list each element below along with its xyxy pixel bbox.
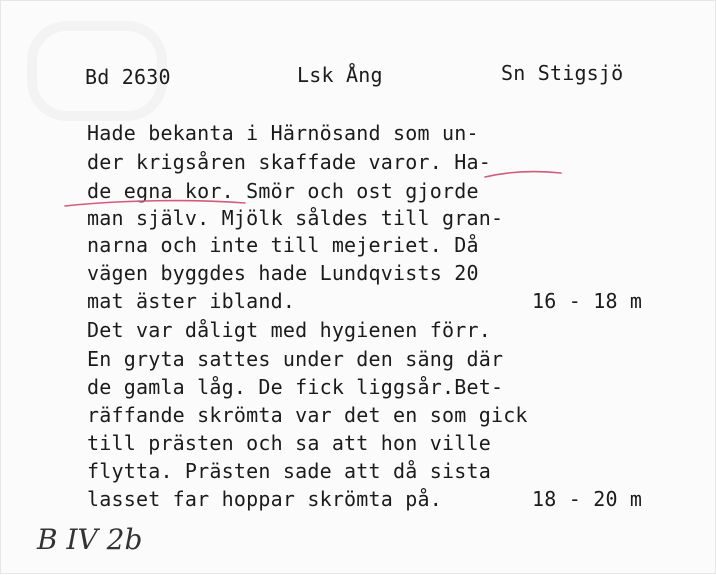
text-line-4: man själv. Mjölk såldes till gran- [87, 206, 504, 230]
handwritten-shelf-mark: B IV 2b [37, 523, 143, 556]
text-line-12: till prästen och sa att hon ville [87, 431, 491, 455]
text-line-10: de gamla låg. De fick liggsår.Bet- [87, 375, 504, 399]
text-line-5: narna och inte till mejeriet. Då [87, 233, 479, 257]
text-line-14: lasset far hoppar skrömta på. [87, 487, 442, 511]
text-line-1: Hade bekanta i Härnösand som un- [87, 121, 479, 145]
card-id: Bd 2630 [85, 65, 171, 89]
text-line-6: vägen byggdes hade Lundqvists 20 [87, 261, 479, 285]
parish-label: Sn Stigsjö [501, 61, 624, 85]
measure-2: 18 - 20 m [532, 487, 643, 511]
text-line-8: Det var dåligt med hygienen förr. [87, 318, 491, 342]
measure-1: 16 - 18 m [532, 289, 643, 313]
text-line-13: flytta. Prästen sade att då sista [87, 459, 491, 483]
text-line-3: de egna kor. Smör och ost gjorde [87, 179, 479, 203]
location-label: Lsk Ång [297, 63, 383, 87]
text-line-9: En gryta sattes under den säng där [87, 347, 504, 371]
text-line-7: mat äster ibland. [87, 289, 296, 313]
text-line-2: der krigsåren skaffade varor. Ha- [87, 150, 491, 174]
text-line-11: räffande skrömta var det en som gick [87, 403, 528, 427]
